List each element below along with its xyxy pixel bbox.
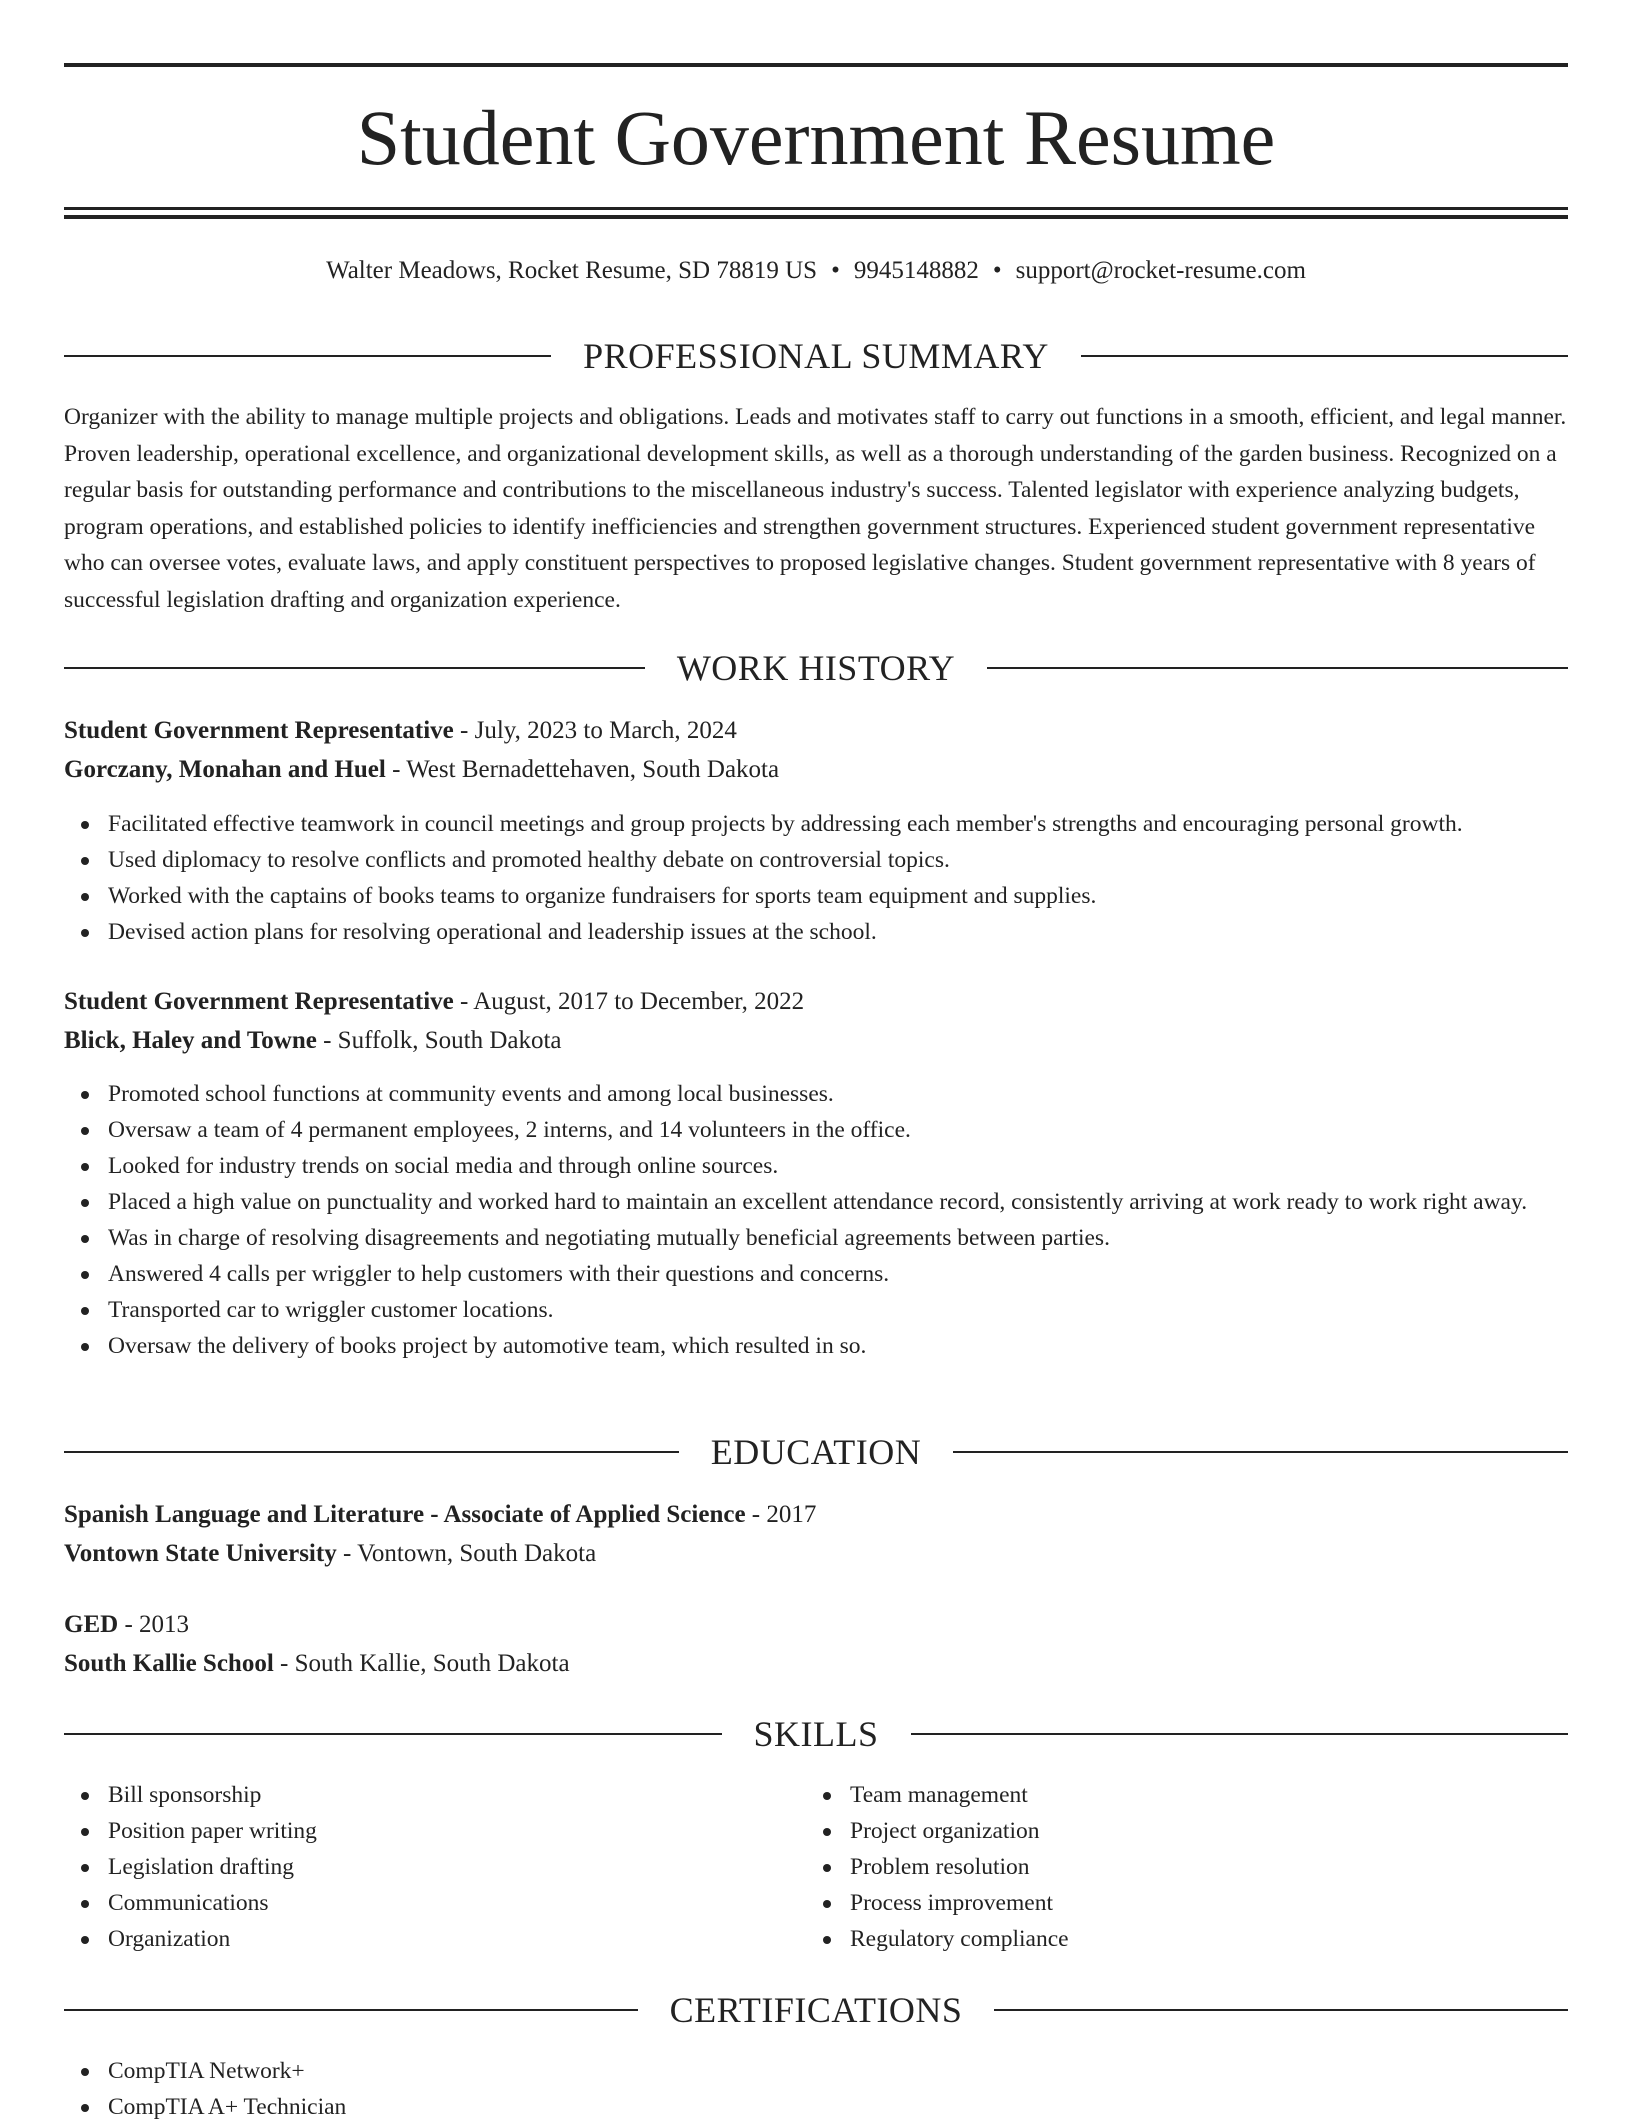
section-header-work [64, 646, 1568, 690]
resume-title: Student Government Resume [356, 94, 1276, 181]
section-title: EDUCATION [710, 1432, 922, 1472]
section-header-education [64, 1430, 1568, 1474]
education-school-line [64, 1646, 1568, 1682]
list-item: Facilitated effective teamwork in council meetings and group projects by addressing each member's strengths and encouraging personal growth. [108, 806, 1568, 842]
education-location: - Vontown, South Dakota [336, 1540, 597, 1567]
job-dates: - July, 2023 to March, 2024 [453, 717, 737, 744]
job-title-line [64, 984, 1568, 1020]
education-year: - 2017 [745, 1501, 817, 1528]
list-item: Looked for industry trends on social media and through online sources. [108, 1148, 1568, 1184]
education-location: - South Kallie, South Dakota [273, 1650, 570, 1677]
skill-item: Regulatory compliance [850, 1921, 1506, 1957]
list-item: Was in charge of resolving disagreements and negotiating mutually beneficial agreements between parties. [108, 1220, 1568, 1256]
list-item: Devised action plans for resolving operational and leadership issues at the school. [108, 914, 1568, 950]
certification-item: CompTIA Network+ [108, 2053, 1568, 2089]
job-company-line [64, 1023, 1568, 1059]
list-item: Placed a high value on punctuality and worked hard to maintain an excellent attendance record, consistently arriving at work ready to work right away. [108, 1184, 1568, 1220]
job-bullets [64, 806, 1568, 950]
section-title: SKILLS [753, 1714, 879, 1754]
section-title: WORK HISTORY [676, 648, 956, 688]
divider-line [911, 1733, 1569, 1735]
divider-line [953, 1451, 1568, 1453]
contact-line [64, 254, 1568, 288]
divider-line [64, 1451, 679, 1453]
skill-item: Process improvement [850, 1885, 1506, 1921]
skill-item: Communications [108, 1885, 764, 1921]
divider-line [64, 2009, 638, 2011]
job-title-line [64, 713, 1568, 749]
contact-separator: • [831, 257, 840, 284]
skill-item: Team management [850, 1777, 1506, 1813]
title-rule-upper [64, 207, 1568, 210]
divider-line [64, 355, 551, 357]
contact-email: support@rocket-resume.com [1015, 257, 1306, 284]
divider-line [64, 1733, 722, 1735]
section-header-skills [64, 1712, 1568, 1756]
job-title: Student Government Representative [64, 988, 454, 1015]
summary-text: Organizer with the ability to manage multiple projects and obligations. Leads and motivates staff to carry out functions in a smooth, efficient, and legal manner. Proven leadership, operational excellence, and organizational development skills, as well as a thorough understanding of the garden business. Recognized on a regular basis for outstanding performance and contributions to the miscellaneous industry's success. Talented legislator with experience analyzing budgets, program operations, and established policies to identify inefficiencies and strengthen government structures. Experienced student government representative who can oversee votes, evaluate laws, and apply constituent perspectives to proposed legislative changes. Student government representative with 8 years of successful legislation drafting and organization experience. [64, 404, 1567, 613]
job-company-line [64, 752, 1568, 788]
education-degree: Spanish Language and Literature - Associate of Applied Science [64, 1501, 746, 1528]
section-title: CERTIFICATIONS [669, 1990, 963, 2030]
section-header-summary [64, 334, 1568, 378]
skill-item: Bill sponsorship [108, 1777, 764, 1813]
job-title: Student Government Representative [64, 717, 454, 744]
education-school-line [64, 1536, 1568, 1572]
section-title: PROFESSIONAL SUMMARY [583, 336, 1049, 376]
contact-address: Walter Meadows, Rocket Resume, SD 78819 US [326, 257, 818, 284]
skills-list [64, 1777, 764, 1957]
contact-phone: 9945148882 [853, 257, 979, 284]
contact-separator: • [992, 257, 1002, 284]
list-item: Transported car to wriggler customer locations. [108, 1292, 1568, 1328]
job-dates: - August, 2017 to December, 2022 [453, 988, 805, 1015]
list-item: Promoted school functions at community events and among local businesses. [108, 1076, 1568, 1112]
certification-item: CompTIA A+ Technician [108, 2089, 1568, 2125]
certifications-list [64, 2053, 1568, 2125]
title-rule-lower [64, 215, 1568, 219]
list-item: Worked with the captains of books teams to organize fundraisers for sports team equipment and supplies. [108, 878, 1568, 914]
list-item: Used diplomacy to resolve conflicts and promoted healthy debate on controversial topics. [108, 842, 1568, 878]
education-year: - 2013 [118, 1611, 190, 1638]
list-item: Oversaw a team of 4 permanent employees, 2 interns, and 14 volunteers in the office. [108, 1112, 1568, 1148]
education-school: Vontown State University [64, 1540, 337, 1567]
skills-list [806, 1777, 1506, 1957]
skill-item: Organization [108, 1921, 764, 1957]
education-degree-line [64, 1497, 1568, 1533]
skill-item: Project organization [850, 1813, 1506, 1849]
job-location: - West Bernadettehaven, South Dakota [385, 756, 780, 783]
skill-item: Problem resolution [850, 1849, 1506, 1885]
skill-item: Legislation drafting [108, 1849, 764, 1885]
list-item: Answered 4 calls per wriggler to help customers with their questions and concerns. [108, 1256, 1568, 1292]
skill-item: Position paper writing [108, 1813, 764, 1849]
divider-line [64, 667, 645, 669]
education-degree: GED [64, 1611, 119, 1638]
education-degree-line [64, 1607, 1568, 1643]
divider-line [994, 2009, 1568, 2011]
list-item: Oversaw the delivery of books project by automotive team, which resulted in so. [108, 1328, 1568, 1364]
top-rule [64, 63, 1568, 67]
job-bullets [64, 1076, 1568, 1364]
job-company: Blick, Haley and Towne [64, 1027, 317, 1054]
education-school: South Kallie School [64, 1650, 274, 1677]
divider-line [987, 667, 1568, 669]
divider-line [1081, 355, 1568, 357]
job-company: Gorczany, Monahan and Huel [64, 756, 386, 783]
section-header-certifications [64, 1988, 1568, 2032]
job-location: - Suffolk, South Dakota [316, 1027, 562, 1054]
